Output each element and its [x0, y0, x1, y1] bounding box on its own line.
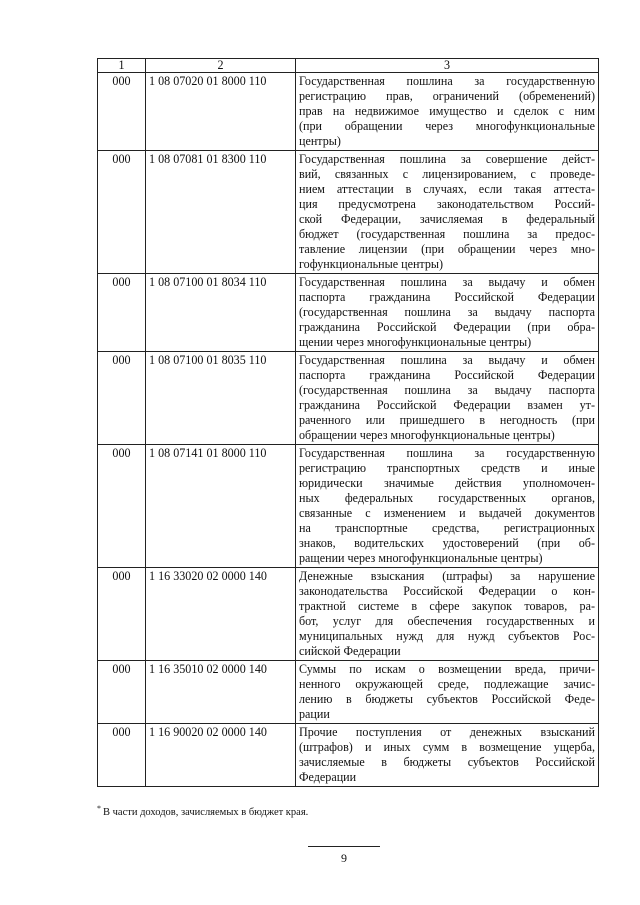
footnote-text: В части доходов, зачисляемых в бюджет края. — [103, 807, 309, 818]
budget-classification-code-cell: 1 16 35010 02 0000 140 — [146, 661, 296, 724]
revenue-name-line: (государственная пошлина за выдачу паспорта — [299, 383, 595, 397]
column-header-1: 1 — [98, 59, 146, 73]
table-row — [98, 73, 599, 151]
revenue-name-line: сийской Федерации — [299, 644, 401, 658]
administrator-code-cell: 000 — [98, 73, 146, 151]
administrator-code-cell: 000 — [98, 151, 146, 274]
revenue-name-line: Государственная пошлина за государственную — [299, 74, 595, 88]
revenue-name-line: (государственная пошлина за выдачу паспорта — [299, 305, 595, 319]
budget-classification-code-cell: 1 08 07100 01 8034 110 — [146, 274, 296, 352]
revenue-name-line: Государственная пошлина за выдачу и обмен — [299, 353, 595, 367]
revenue-name-line: гофункциональные центры) — [299, 257, 444, 271]
revenue-name-line: гражданина Российской Федерации взамен ут- — [299, 398, 595, 412]
revenue-name-line: на транспортные средства, регистрационных — [299, 521, 595, 535]
revenue-codes-table — [97, 58, 599, 787]
administrator-code-cell: 000 — [98, 661, 146, 724]
revenue-name-line: ных федеральных государственных органов, — [299, 491, 595, 505]
revenue-name-line: Государственная пошлина за государственную — [299, 446, 595, 460]
revenue-name-line: тавление лицензии (при обращении через мно- — [299, 242, 595, 256]
revenue-name-line: раченного или пришедшего в негодность (при — [299, 413, 595, 427]
revenue-name-cell — [296, 724, 599, 787]
budget-classification-code-cell: 1 08 07100 01 8035 110 — [146, 352, 296, 445]
footnote-marker: * — [97, 804, 101, 813]
revenue-name-line: связанные с изменением и выдачей документов — [299, 506, 595, 520]
revenue-name-line: ращении через многофункциональные центры) — [299, 551, 543, 565]
table-row — [98, 352, 599, 445]
revenue-name-line: лению в бюджеты субъектов Российской Феде- — [299, 692, 595, 706]
footnote — [97, 804, 308, 818]
revenue-name-line: трактной системе в сфере закупок товаров, ра- — [299, 599, 595, 613]
budget-classification-code-cell: 1 08 07020 01 8000 110 — [146, 73, 296, 151]
revenue-name-line: паспорта гражданина Российской Федерации — [299, 290, 595, 304]
revenue-name-line: зачисляемые в бюджеты субъектов Российской — [299, 755, 595, 769]
table-body — [98, 73, 599, 787]
administrator-code-cell: 000 — [98, 352, 146, 445]
revenue-name-line: (при обращении через многофункциональные — [299, 119, 595, 133]
page-number-rule — [308, 846, 380, 847]
revenue-name-line: регистрацию прав, ограничений (обременений) — [299, 89, 595, 103]
table-row — [98, 445, 599, 568]
revenue-name-line: Государственная пошлина за совершение дейст- — [299, 152, 595, 166]
revenue-name-line: щении через многофункциональные центры) — [299, 335, 532, 349]
revenue-name-line: центры) — [299, 134, 341, 148]
budget-classification-code-cell: 1 08 07141 01 8000 110 — [146, 445, 296, 568]
revenue-name-cell — [296, 661, 599, 724]
administrator-code-cell: 000 — [98, 445, 146, 568]
budget-classification-code-cell: 1 16 90020 02 0000 140 — [146, 724, 296, 787]
page-number: 9 — [341, 851, 347, 865]
revenue-name-line: гражданина Российской Федерации (при обра- — [299, 320, 595, 334]
revenue-name-line: вий, связанных с лицензированием, с проведе- — [299, 167, 595, 181]
budget-classification-code-cell: 1 08 07081 01 8300 110 — [146, 151, 296, 274]
revenue-name-line: бюджет (государственная пошлина за предос- — [299, 227, 595, 241]
revenue-name-cell — [296, 274, 599, 352]
table-row — [98, 661, 599, 724]
revenue-name-line: бот, услуг для обеспечения государственных и — [299, 614, 595, 628]
administrator-code-cell: 000 — [98, 568, 146, 661]
revenue-name-line: Денежные взыскания (штрафы) за нарушение — [299, 569, 595, 583]
revenue-name-line: ской Федерации, зачисляемая в федеральный — [299, 212, 595, 226]
column-header-2: 2 — [146, 59, 296, 73]
revenue-name-line: регистрацию транспортных средств и иные — [299, 461, 595, 475]
revenue-name-line: прав на недвижимое имущество и сделок с ним — [299, 104, 595, 118]
revenue-name-line: законодательства Российской Федерации о кон- — [299, 584, 595, 598]
revenue-name-line: рации — [299, 707, 330, 721]
revenue-name-cell — [296, 352, 599, 445]
administrator-code-cell: 000 — [98, 274, 146, 352]
revenue-name-line: паспорта гражданина Российской Федерации — [299, 368, 595, 382]
revenue-name-line: ция предусмотрена законодательством Россий- — [299, 197, 595, 211]
revenue-name-line: нием аттестации в случаях, если такая аттеста- — [299, 182, 595, 196]
revenue-name-line: Прочие поступления от денежных взысканий — [299, 725, 595, 739]
table-row — [98, 724, 599, 787]
column-header-3: 3 — [296, 59, 599, 73]
administrator-code-cell: 000 — [98, 724, 146, 787]
budget-classification-code-cell: 1 16 33020 02 0000 140 — [146, 568, 296, 661]
table-row — [98, 151, 599, 274]
table-header-row — [98, 59, 599, 73]
revenue-name-cell — [296, 568, 599, 661]
revenue-name-line: знаков, водительских удостоверений (при об- — [299, 536, 595, 550]
revenue-name-line: муниципальных нужд для нужд субъектов Рос- — [299, 629, 595, 643]
table-row — [98, 568, 599, 661]
revenue-name-cell — [296, 151, 599, 274]
revenue-name-cell — [296, 73, 599, 151]
revenue-name-line: Федерации — [299, 770, 357, 784]
revenue-name-cell — [296, 445, 599, 568]
revenue-name-line: ненного окружающей среде, подлежащие зачис- — [299, 677, 595, 691]
revenue-name-line: Суммы по искам о возмещении вреда, причи- — [299, 662, 595, 676]
revenue-name-line: юридически значимые действия уполномочен- — [299, 476, 595, 490]
revenue-name-line: (штрафов) и иных сумм в возмещение ущерба, — [299, 740, 595, 754]
revenue-name-line: Государственная пошлина за выдачу и обмен — [299, 275, 595, 289]
revenue-name-line: обращении через многофункциональные центры) — [299, 428, 555, 442]
table-row — [98, 274, 599, 352]
